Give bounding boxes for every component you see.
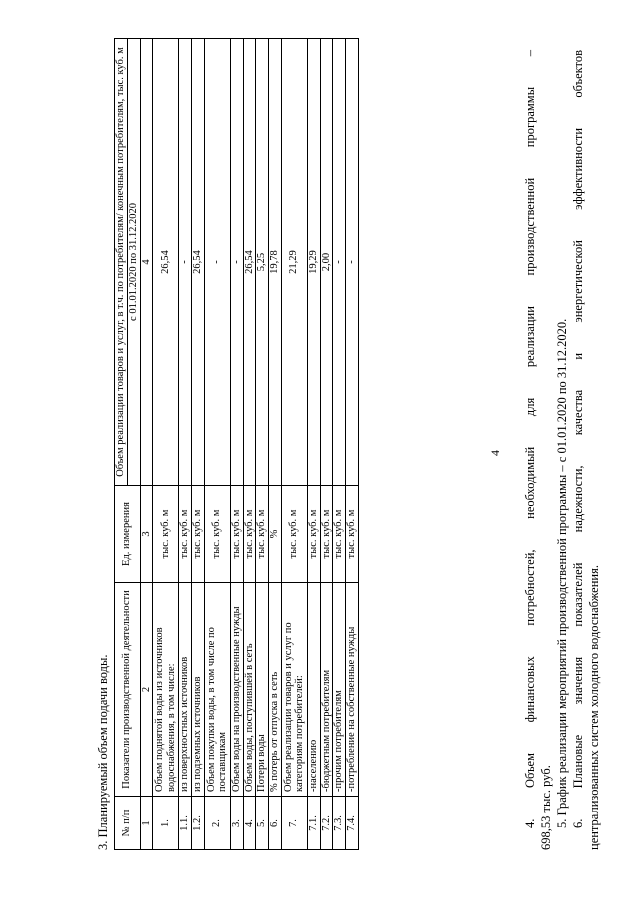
row-indicator: Объем реализации товаров и услуг по категориям потребителей: [281, 583, 307, 797]
table-row [179, 39, 192, 850]
column-number: 2 [140, 583, 153, 797]
table-row [256, 39, 269, 850]
table-row [153, 39, 179, 850]
table-row [333, 39, 346, 850]
table-column-numbers-row [140, 39, 153, 850]
row-value: - [179, 39, 192, 486]
row-unit: тыс. куб. м [153, 486, 179, 583]
rotated-page-content [90, 47, 601, 850]
row-unit: тыс. куб. м [230, 486, 243, 583]
row-unit: тыс. куб. м [346, 486, 359, 583]
row-number: 1.1. [179, 797, 192, 850]
table-row [243, 39, 256, 850]
row-value: 21,29 [281, 39, 307, 486]
row-value: - [204, 39, 230, 486]
row-unit: тыс. куб. м [320, 486, 333, 583]
row-unit: тыс. куб. м [179, 486, 192, 583]
row-value: - [230, 39, 243, 486]
paragraph-5: 5. График реализации мероприятий производственной программы – с 01.01.2020 по 31.12.2020. [555, 318, 569, 828]
header-unit: Ед. измерения [115, 486, 141, 583]
column-number: 4 [140, 39, 153, 486]
header-value-main: Объем реализации товаров и услуг, в т.ч. по потребителям/ конечным потребителям, тыс. куб. м [115, 39, 128, 486]
row-number: 7.2. [320, 797, 333, 850]
row-number: 1. [153, 797, 179, 850]
row-value: - [333, 39, 346, 486]
row-indicator: Потери воды [256, 583, 269, 797]
row-indicator: % потерь от отпуска в сеть [269, 583, 282, 797]
row-indicator: Объем поднятой воды из источников водоснабжения, в том числе: [153, 583, 179, 797]
page-number: 4 [488, 450, 502, 456]
row-indicator: -прочим потребителям [333, 583, 346, 797]
table-row [320, 39, 333, 850]
row-indicator: -бюджетным потребителям [320, 583, 333, 797]
row-indicator: -населению [307, 583, 320, 797]
row-unit: тыс. куб. м [307, 486, 320, 583]
row-number: 7.3. [333, 797, 346, 850]
row-unit: тыс. куб. м [243, 486, 256, 583]
paragraph-4-line1: 4. Объем финансовых потребностей, необходимый для реализации производственной программы – [523, 50, 537, 828]
table-row [204, 39, 230, 850]
row-number: 7.1. [307, 797, 320, 850]
row-value: 26,54 [153, 39, 179, 486]
row-number: 5. [256, 797, 269, 850]
row-indicator: из поверхностных источников [179, 583, 192, 797]
table-row [281, 39, 307, 850]
table-row [192, 39, 205, 850]
row-number: 7.4. [346, 797, 359, 850]
paragraph-6-line2: централизованных систем холодного водоснабжения. [587, 565, 601, 850]
header-indicator: Показатели производственной деятельности [115, 583, 141, 797]
row-value: 19,78 [269, 39, 282, 486]
table-row [307, 39, 320, 850]
row-number: 2. [204, 797, 230, 850]
row-value: 19,29 [307, 39, 320, 486]
row-value: - [346, 39, 359, 486]
row-indicator: из подземных источников [192, 583, 205, 797]
row-unit: % [269, 486, 282, 583]
table-row [346, 39, 359, 850]
header-num: № п/п [115, 797, 141, 850]
row-indicator: Объем покупки воды, в том числе по поставщикам [204, 583, 230, 797]
row-number: 4. [243, 797, 256, 850]
row-unit: тыс. куб. м [281, 486, 307, 583]
header-value-period: с 01.01.2020 по 31.12.2020 [127, 39, 140, 486]
table-row [269, 39, 282, 850]
row-number: 1.2. [192, 797, 205, 850]
row-indicator: -потребление на собственные нужды [346, 583, 359, 797]
row-value: 26,54 [192, 39, 205, 486]
row-number: 6. [269, 797, 282, 850]
table-row [230, 39, 243, 850]
column-number: 1 [140, 797, 153, 850]
row-unit: тыс. куб. м [204, 486, 230, 583]
row-indicator: Объем воды, поступившей в сеть [243, 583, 256, 797]
row-value: 26,54 [243, 39, 256, 486]
paragraph-4-line2: 698,53 тыс. руб. [539, 765, 553, 850]
row-value: 2,00 [320, 39, 333, 486]
row-unit: тыс. куб. м [333, 486, 346, 583]
planned-water-supply-table [114, 38, 359, 850]
table-header-row [115, 39, 128, 850]
section-title: 3. Планируемый объем подачи воды. [96, 654, 110, 850]
column-number: 3 [140, 486, 153, 583]
row-number: 3. [230, 797, 243, 850]
row-unit: тыс. куб. м [256, 486, 269, 583]
paragraphs-block [522, 50, 602, 850]
paragraph-6-line1: 6. Плановые значения показателей надежности, качества и энергетической эффективности объектов [571, 50, 585, 828]
row-value: 5,25 [256, 39, 269, 486]
row-number: 7. [281, 797, 307, 850]
row-indicator: Объем воды на производственные нужды [230, 583, 243, 797]
row-unit: тыс. куб. м [192, 486, 205, 583]
